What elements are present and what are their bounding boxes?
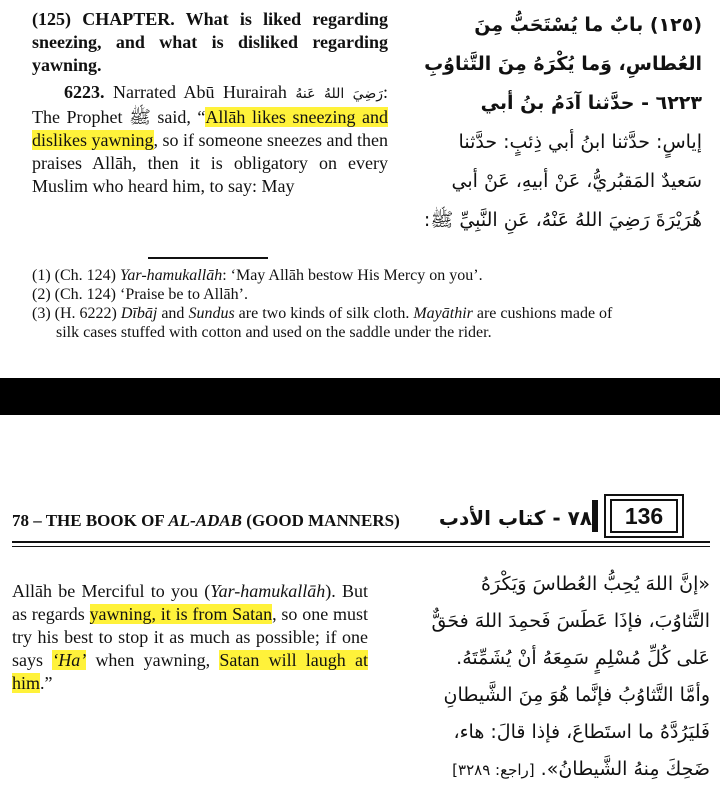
arabic-line: التَّثاوُبَ، فإذَا عَطَسَ فَحمِدَ اللهَ فحَقٌّ [431,610,710,632]
arabic-line: «إنَّ اللهَ يُحِبُّ العُطاسَ وَيَكْرَهُ [481,573,710,595]
arabic-line: هُرَيْرَةَ رَضِيَ اللهُ عَنْهُ، عَنِ النَّبِيِّ ﷺ: [423,209,702,231]
hadith-paragraph-top [32,81,388,198]
chapter-title: (125) CHAPTER. What is liked regarding sneezing, and what is disliked regarding yawning. [32,9,388,75]
arabic-line: عَلى كُلِّ مُسْلِمٍ سَمِعَهُ أنْ يُشَمِّتَهُ. [456,647,710,669]
narrator-honorific-arabic: رَضِيَ اللهُ عَنهُ [295,86,383,102]
arabic-line: سَعيدٌ المَقبُريُّ، عَنْ أبيهِ، عَنْ أبي [451,170,702,192]
footnote-2: (2) (Ch. 124) ‘Praise be to Allāh’. [32,286,248,303]
page-box-bar [592,500,598,532]
narrator: Narrated Abū Hurairah [113,82,287,102]
footnote-1: (1) (Ch. 124) Yar-hamukallāh: ‘May Allāh bestow His Mercy on you’. [32,267,483,284]
bottom-english-column: Allāh be Merciful to you (Yar-hamukallāh). But as regards yawning, it is from Satan, so one must try his best to stop it as much as possible; if one says ‘Ha’ when yawning, Satan will laugh at him.” [12,581,368,693]
arabic-chapter-title: (١٢٥) بابٌ ما يُسْتَحَبُّ مِنَ العُطاسِ، وَما يُكْرَهُ مِنَ التَّثاوُبِ [424,14,702,75]
top-arabic-column [402,6,702,240]
text-segment: : The Prophet ﷺ said, “ [32,82,389,127]
highlight-yawning-from-satan: yawning, it is from Satan [89,604,273,624]
arabic-line-last: ضَحِكَ مِنهُ الشَّيطانُ». [راجع: ٣٢٨٩] [452,758,710,780]
text-segment: , so if someone sneezes and then praises Allāh, then it is obligatory on every Muslim who heard him, to say: May [32,130,388,196]
arabic-line: وأمَّا التَّثاوُبُ فإنَّما هُوَ مِنَ الشَّيطانِ [443,684,710,706]
hadith-number: 6223. [64,82,105,102]
page-separator-band [0,378,720,415]
header-rule [12,541,710,543]
bottom-arabic-column [374,566,710,789]
arabic-line: فَليَرُدَّهُ ما استَطاعَ، فإذا قالَ: هاء، [453,721,710,743]
header-rule-thin [12,546,710,547]
highlight-ha: ‘Ha’ [52,650,87,670]
arabic-line: ٦٢٢٣ - حدَّثنا آدَمُ بنُ أبي [480,92,702,114]
highlight-satan-will-laugh: Satan will laugh at him [12,650,368,693]
top-english-column [32,8,388,198]
highlight-allah-likes-sneezing: Allāh likes sneezing and dislikes yawning [32,107,388,150]
footnote-3: (3) (H. 6222) Dībāj and Sundus are two kinds of silk cloth. Mayāthir are cushions made of [32,305,613,322]
arabic-reference: [راجع: ٣٢٨٩] [452,761,535,779]
running-header-english: 78 – THE BOOK OF AL-ADAB (GOOD MANNERS) [12,511,400,530]
footnote-divider [148,257,268,259]
footnotes [32,266,702,342]
footnote-3-continuation: silk cases stuffed with cotton and used on the saddle under the rider. [56,324,492,341]
page-number: 136 [610,499,678,533]
page-number-box [604,494,684,538]
arabic-line: إياسٍ: حدَّثنا ابنُ أبي ذِئبٍ: حدَّثنا [458,131,702,153]
running-header-arabic: ٧٨ - كتاب الأدب [438,506,592,530]
